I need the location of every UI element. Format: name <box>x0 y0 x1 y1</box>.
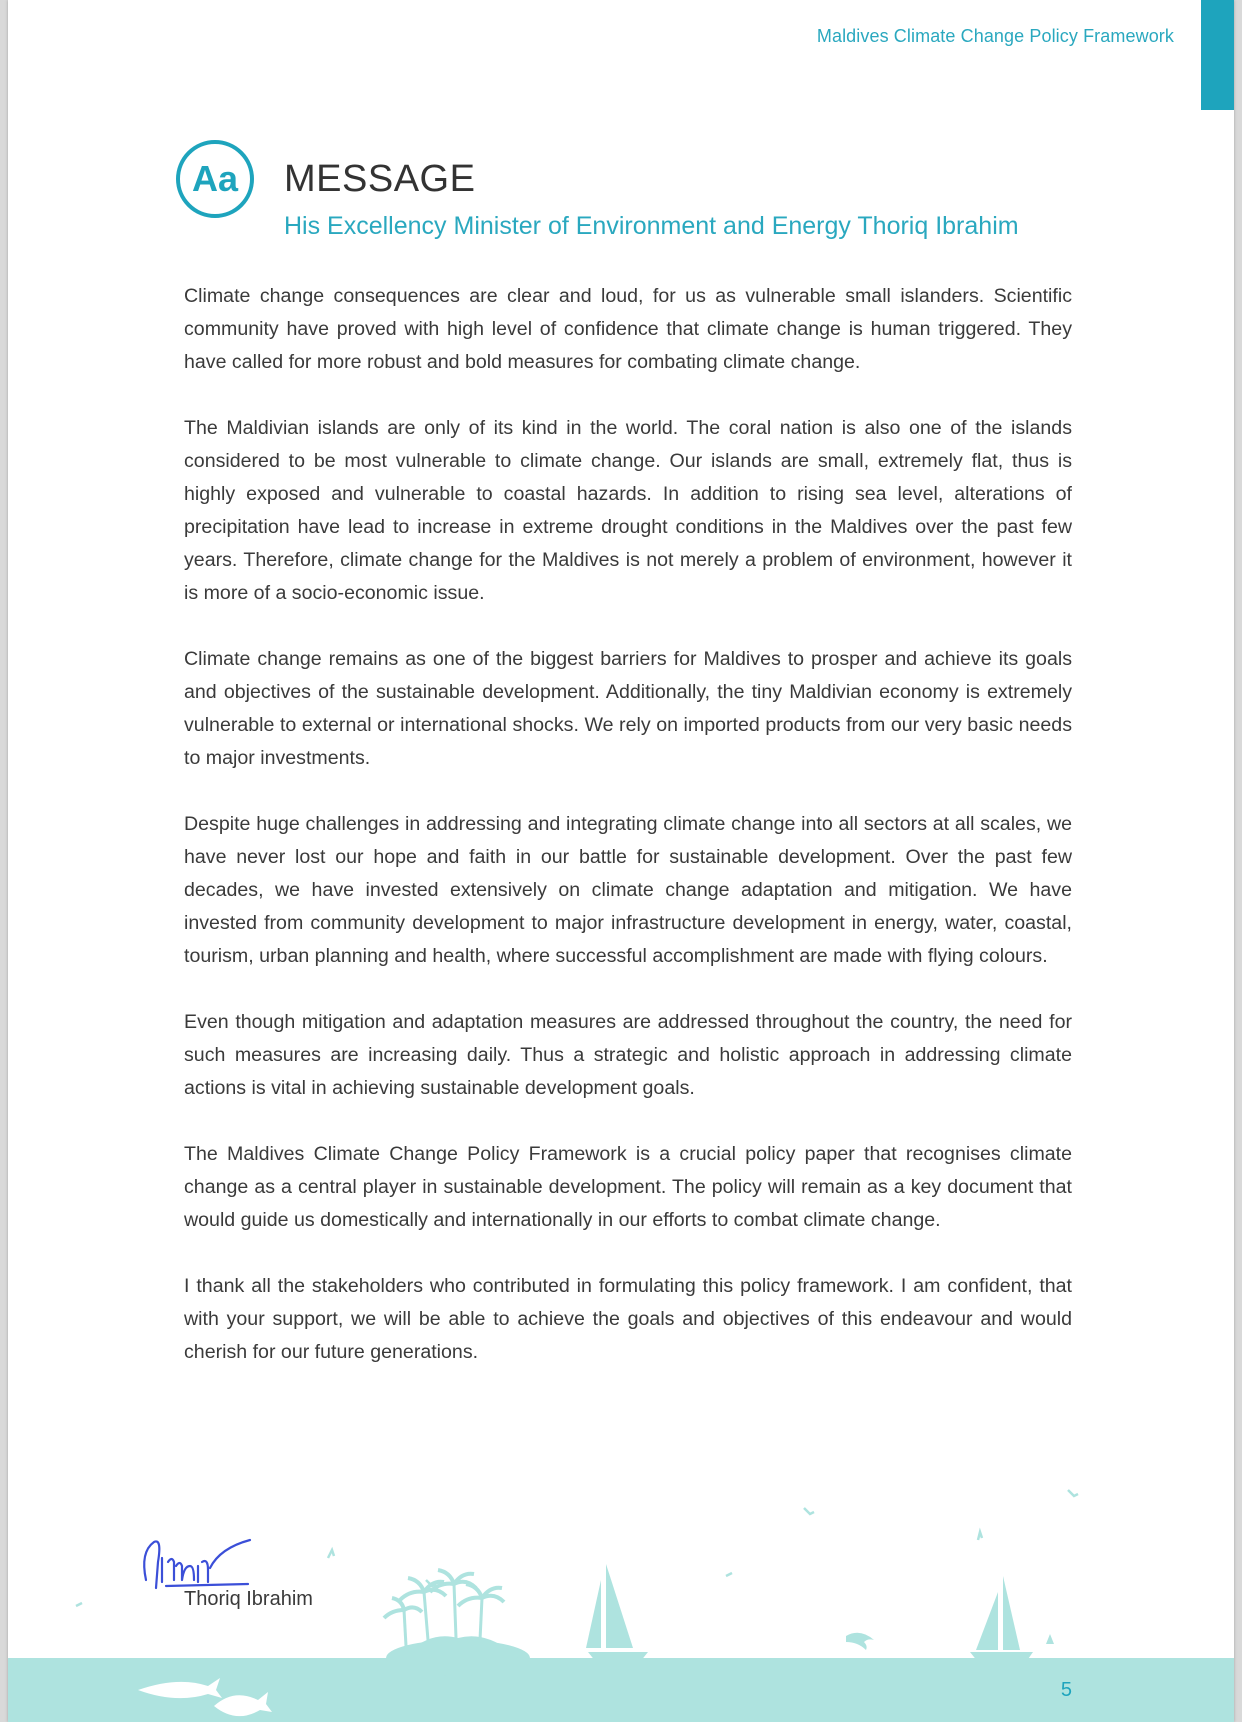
sailboat-icon <box>586 1564 648 1662</box>
paragraph: The Maldivian islands are only of its kind in the world. The coral nation is also one of the islands considered to be most vulnerable to climate change. Our islands are small, extremely flat, thus is highly exposed and vulnerable to coastal hazards. In addition to rising sea level, alterations of precipitation have lead to increase in extreme drought conditions in the Maldives over the past few years. Therefore, climate change for the Maldives is not merely a problem of environment, however it is more of a socio-economic issue. <box>184 417 1072 604</box>
paragraph: I thank all the stakeholders who contributed in formulating this policy framework. I am confident, that with your support, we will be able to achieve the goals and objectives of this endeavour and would cherish for our future generations. <box>184 1275 1072 1363</box>
message-subtitle: His Excellency Minister of Environment and Energy Thoriq Ibrahim <box>284 212 1019 240</box>
sailboat-icon <box>970 1576 1054 1662</box>
palm-island-icon <box>384 1570 530 1676</box>
paragraph: Despite huge challenges in addressing and integrating climate change into all sectors at all scales, we have never lost our hope and faith in our battle for sustainable development. Over the past few decades, we have invested extensively on climate change adaptation and mitigation. We have invested from community development to major infrastructure development in energy, water, coastal, tourism, urban planning and health, where successful accomplishment are made with flying colours. <box>184 813 1072 967</box>
aa-badge-icon: Aa <box>176 140 254 218</box>
running-header: Maldives Climate Change Policy Framework <box>816 26 1174 46</box>
dolphin-icon <box>846 1633 874 1650</box>
message-body <box>184 280 1072 1402</box>
document-page <box>8 0 1234 1722</box>
message-title: MESSAGE <box>284 158 476 200</box>
signature-block <box>136 1532 396 1612</box>
paragraph: Climate change remains as one of the biggest barriers for Maldives to prosper and achieve its goals and objectives of the sustainable development. Additionally, the tiny Maldivian economy is extremely vulnerable to external or international shocks. We rely on imported products from our very basic needs to major investments. <box>184 648 1072 769</box>
signatory-name: Thoriq Ibrahim <box>184 1588 313 1610</box>
page-number: 5 <box>1060 1679 1072 1701</box>
paragraph: Even though mitigation and adaptation measures are addressed throughout the country, the need for such measures are increasing daily. Thus a strategic and holistic approach in addressing climate actions is vital in achieving sustainable development goals. <box>184 1011 1072 1099</box>
paragraph: The Maldives Climate Change Policy Framework is a crucial policy paper that recognises climate change as a central player in sustainable development. The policy will remain as a key document that would guide us domestically and internationally in our efforts to combat climate change. <box>184 1143 1072 1231</box>
corner-tab <box>1201 0 1234 110</box>
paragraph: Climate change consequences are clear and loud, for us as vulnerable small islanders. Scientific community have proved with high level of confidence that climate change is human triggered. They have called for more robust and bold measures for combating climate change. <box>184 285 1072 373</box>
message-heading <box>176 140 1076 240</box>
